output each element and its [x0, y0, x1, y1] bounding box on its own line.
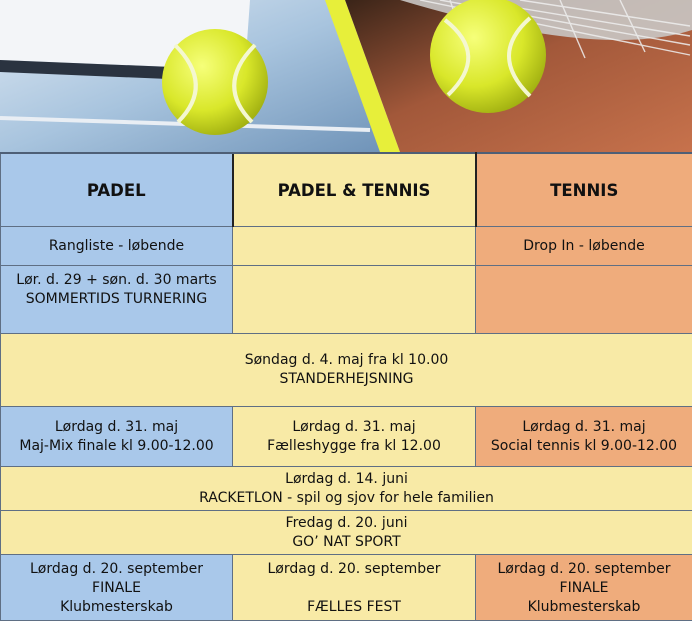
- cell-date: Lørdag d. 20. september: [30, 561, 203, 577]
- padel-photo: [0, 0, 385, 152]
- padel-final-cell: [1, 555, 233, 621]
- cell-subtitle: Klubmesterskab: [527, 599, 641, 615]
- cell-title: SOMMERTIDS TURNERING: [25, 291, 208, 307]
- common-party-cell: [233, 555, 476, 621]
- padel-tournament-cell: [1, 266, 233, 334]
- cell-title: Social tennis kl 9.00-12.00: [490, 437, 678, 454]
- night-sport-cell: [1, 511, 692, 555]
- cell-title: GO’ NAT SPORT: [292, 533, 401, 550]
- social-gathering-cell: [233, 407, 476, 467]
- cell-title: FINALE: [92, 580, 141, 596]
- padel-majmix-cell: [1, 407, 233, 467]
- cell-date: Lørdag d. 20. september: [267, 561, 441, 577]
- social-tennis-cell: [476, 407, 692, 467]
- empty-cell: [233, 227, 476, 266]
- cell-date: Søndag d. 4. maj fra kl 10.00: [244, 352, 449, 368]
- table-row: [1, 511, 692, 555]
- table-row: [1, 227, 692, 266]
- cell-spacer: [237, 579, 471, 598]
- cell-title: Maj-Mix finale kl 9.00-12.00: [19, 437, 214, 454]
- table-row: [1, 467, 692, 511]
- cell-date: Lørdag d. 31. maj: [522, 418, 646, 435]
- empty-cell: [476, 266, 692, 334]
- cell-title: RACKETLON - spil og sjov for hele familien: [199, 489, 494, 506]
- header-row: [1, 153, 692, 227]
- table-row: [1, 555, 692, 621]
- header-padel: PADEL: [1, 153, 233, 227]
- table-row: [1, 266, 692, 334]
- cell-date: Lør. d. 29 + søn. d. 30 marts: [16, 272, 217, 288]
- cell-title: Fælleshygge fra kl 12.00: [267, 437, 441, 454]
- header-padel-tennis: PADEL & TENNIS: [233, 153, 476, 227]
- cell-date: Lørdag d. 14. juni: [285, 470, 408, 487]
- padel-ranking-cell: Rangliste - løbende: [1, 227, 233, 266]
- table-row: [1, 407, 692, 467]
- hero-image: [0, 0, 692, 152]
- cell-title: STANDERHEJSNING: [279, 371, 414, 387]
- empty-cell: [233, 266, 476, 334]
- padel-ball-icon: [162, 29, 268, 135]
- tennis-dropin-cell: Drop In - løbende: [476, 227, 692, 266]
- flag-raising-cell: [1, 334, 692, 407]
- cell-date: Fredag d. 20. juni: [285, 514, 408, 531]
- racketlon-cell: [1, 467, 692, 511]
- cell-date: Lørdag d. 31. maj: [292, 418, 416, 435]
- cell-subtitle: Klubmesterskab: [60, 599, 173, 615]
- header-tennis: TENNIS: [476, 153, 692, 227]
- cell-title: FÆLLES FEST: [307, 599, 401, 615]
- cell-date: Lørdag d. 20. september: [497, 561, 671, 577]
- table-row: [1, 334, 692, 407]
- hero-banner: [0, 0, 692, 152]
- tennis-final-cell: [476, 555, 692, 621]
- tennis-photo: [345, 0, 692, 152]
- cell-title: FINALE: [559, 580, 609, 596]
- activity-schedule-table: [0, 152, 692, 621]
- cell-date: Lørdag d. 31. maj: [54, 418, 179, 435]
